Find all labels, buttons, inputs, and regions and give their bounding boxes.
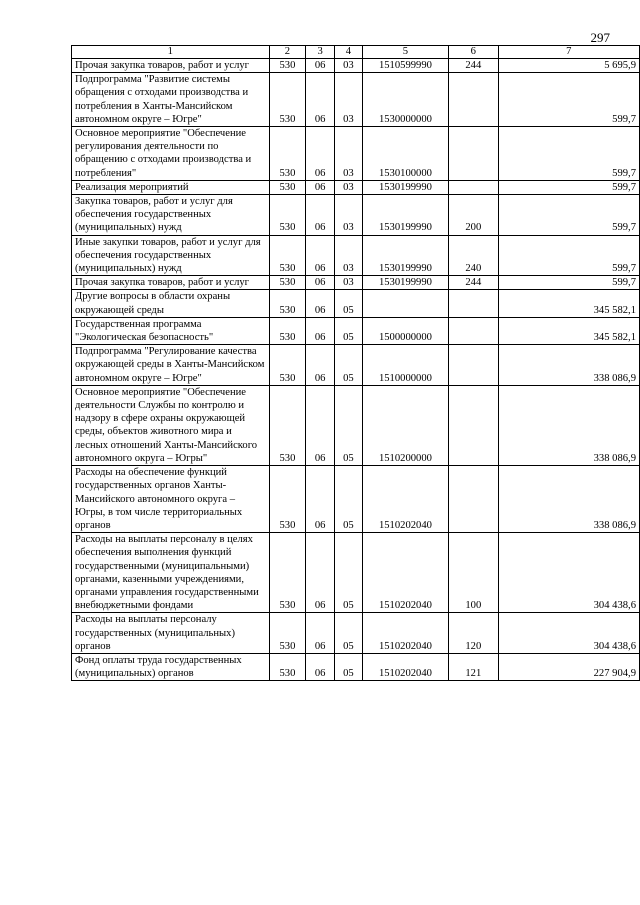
- row-target-code: 1510202040: [362, 533, 448, 613]
- table-row: [72, 73, 640, 127]
- row-name: Расходы на выплаты персоналу в целях обеспечения выполнения функций государственными (муниципальными) органами, казенными учреждениями, органами управления государственными внебюджетными фондами: [72, 533, 270, 613]
- row-admin-code: 530: [269, 127, 306, 181]
- row-type-code: 100: [449, 533, 498, 613]
- table-row: [72, 385, 640, 465]
- row-amount: 599,7: [498, 73, 640, 127]
- row-subsection-code: 05: [335, 466, 363, 533]
- row-section-code: 06: [306, 59, 335, 73]
- row-type-code: [449, 466, 498, 533]
- row-amount: 227 904,9: [498, 653, 640, 680]
- table-row: [72, 290, 640, 317]
- row-amount: 338 086,9: [498, 466, 640, 533]
- row-admin-code: 530: [269, 73, 306, 127]
- row-amount: 338 086,9: [498, 345, 640, 386]
- row-section-code: 06: [306, 235, 335, 276]
- row-target-code: 1530199990: [362, 180, 448, 194]
- row-subsection-code: 05: [335, 345, 363, 386]
- row-type-code: 120: [449, 613, 498, 654]
- row-type-code: 244: [449, 59, 498, 73]
- table-row: [72, 317, 640, 344]
- row-name: Государственная программа "Экологическая безопасность": [72, 317, 270, 344]
- row-admin-code: 530: [269, 290, 306, 317]
- row-amount: 599,7: [498, 276, 640, 290]
- row-subsection-code: 05: [335, 613, 363, 654]
- row-target-code: 1530199990: [362, 235, 448, 276]
- table-row: [72, 235, 640, 276]
- row-name: Расходы на обеспечение функций государственных органов Ханты-Мансийского автономного округа – Югры, в том числе территориальных органов: [72, 466, 270, 533]
- row-section-code: 06: [306, 613, 335, 654]
- page-number: 297: [590, 30, 610, 45]
- row-admin-code: 530: [269, 180, 306, 194]
- row-target-code: 1500000000: [362, 317, 448, 344]
- row-target-code: 1530000000: [362, 73, 448, 127]
- row-name: Подпрограмма "Развитие системы обращения с отходами производства и потребления в Ханты-Мансийском автономном округе – Югре": [72, 73, 270, 127]
- row-name: Основное мероприятие "Обеспечение регулирования деятельности по обращению с отходами производства и потребления": [72, 127, 270, 181]
- row-section-code: 06: [306, 466, 335, 533]
- row-amount: 599,7: [498, 235, 640, 276]
- row-target-code: 1510202040: [362, 653, 448, 680]
- row-name: Основное мероприятие "Обеспечение деятельности Службы по контролю и надзору в сфере охраны окружающей среды, объектов животного мира и лесных отношений Ханты-Мансийского автономного округа – Югры": [72, 385, 270, 465]
- row-section-code: 06: [306, 276, 335, 290]
- row-subsection-code: 05: [335, 317, 363, 344]
- column-header: 4: [335, 46, 363, 59]
- row-target-code: [362, 290, 448, 317]
- row-section-code: 06: [306, 195, 335, 236]
- table-row: [72, 195, 640, 236]
- row-amount: 599,7: [498, 180, 640, 194]
- row-target-code: 1510000000: [362, 345, 448, 386]
- table-row: [72, 613, 640, 654]
- row-subsection-code: 05: [335, 533, 363, 613]
- row-amount: 338 086,9: [498, 385, 640, 465]
- row-amount: 5 695,9: [498, 59, 640, 73]
- row-type-code: 200: [449, 195, 498, 236]
- row-name: Иные закупки товаров, работ и услуг для обеспечения государственных (муниципальных) нужд: [72, 235, 270, 276]
- column-header: 2: [269, 46, 306, 59]
- row-section-code: 06: [306, 345, 335, 386]
- row-type-code: [449, 127, 498, 181]
- row-target-code: 1510200000: [362, 385, 448, 465]
- row-type-code: [449, 290, 498, 317]
- row-name: Фонд оплаты труда государственных (муниципальных) органов: [72, 653, 270, 680]
- row-subsection-code: 03: [335, 73, 363, 127]
- row-admin-code: 530: [269, 345, 306, 386]
- row-name: Другие вопросы в области охраны окружающей среды: [72, 290, 270, 317]
- row-admin-code: 530: [269, 276, 306, 290]
- table-row: [72, 276, 640, 290]
- column-header: 6: [449, 46, 498, 59]
- row-amount: 304 438,6: [498, 533, 640, 613]
- column-header: 7: [498, 46, 640, 59]
- row-admin-code: 530: [269, 466, 306, 533]
- row-section-code: 06: [306, 127, 335, 181]
- row-admin-code: 530: [269, 613, 306, 654]
- row-target-code: 1530100000: [362, 127, 448, 181]
- row-type-code: [449, 317, 498, 344]
- table-row: [72, 345, 640, 386]
- row-amount: 345 582,1: [498, 317, 640, 344]
- row-admin-code: 530: [269, 195, 306, 236]
- row-admin-code: 530: [269, 533, 306, 613]
- table-row: [72, 127, 640, 181]
- row-section-code: 06: [306, 385, 335, 465]
- row-subsection-code: 03: [335, 276, 363, 290]
- row-type-code: 240: [449, 235, 498, 276]
- row-type-code: [449, 345, 498, 386]
- row-section-code: 06: [306, 290, 335, 317]
- row-target-code: 1510202040: [362, 466, 448, 533]
- row-type-code: 244: [449, 276, 498, 290]
- table-row: [72, 59, 640, 73]
- row-subsection-code: 03: [335, 59, 363, 73]
- row-amount: 599,7: [498, 195, 640, 236]
- row-amount: 599,7: [498, 127, 640, 181]
- row-target-code: 1510202040: [362, 613, 448, 654]
- row-admin-code: 530: [269, 59, 306, 73]
- table-row: [72, 653, 640, 680]
- row-admin-code: 530: [269, 235, 306, 276]
- row-type-code: [449, 73, 498, 127]
- column-header: 5: [362, 46, 448, 59]
- column-header-row: [72, 46, 640, 59]
- table-row: [72, 466, 640, 533]
- row-subsection-code: 05: [335, 653, 363, 680]
- row-subsection-code: 03: [335, 180, 363, 194]
- row-section-code: 06: [306, 533, 335, 613]
- budget-table: [71, 45, 640, 681]
- row-subsection-code: 03: [335, 195, 363, 236]
- row-section-code: 06: [306, 653, 335, 680]
- column-header: 3: [306, 46, 335, 59]
- row-target-code: 1530199990: [362, 276, 448, 290]
- row-target-code: 1530199990: [362, 195, 448, 236]
- row-amount: 345 582,1: [498, 290, 640, 317]
- row-type-code: [449, 385, 498, 465]
- row-name: Подпрограмма "Регулирование качества окружающей среды в Ханты-Мансийском автономном округе – Югре": [72, 345, 270, 386]
- row-target-code: 1510599990: [362, 59, 448, 73]
- row-admin-code: 530: [269, 385, 306, 465]
- row-admin-code: 530: [269, 317, 306, 344]
- table-row: [72, 180, 640, 194]
- row-name: Реализация мероприятий: [72, 180, 270, 194]
- row-type-code: [449, 180, 498, 194]
- row-section-code: 06: [306, 317, 335, 344]
- row-name: Прочая закупка товаров, работ и услуг: [72, 276, 270, 290]
- row-name: Прочая закупка товаров, работ и услуг: [72, 59, 270, 73]
- row-section-code: 06: [306, 180, 335, 194]
- row-subsection-code: 05: [335, 290, 363, 317]
- row-section-code: 06: [306, 73, 335, 127]
- row-type-code: 121: [449, 653, 498, 680]
- row-name: Закупка товаров, работ и услуг для обеспечения государственных (муниципальных) нужд: [72, 195, 270, 236]
- row-name: Расходы на выплаты персоналу государственных (муниципальных) органов: [72, 613, 270, 654]
- row-subsection-code: 05: [335, 385, 363, 465]
- table-row: [72, 533, 640, 613]
- row-subsection-code: 03: [335, 235, 363, 276]
- row-admin-code: 530: [269, 653, 306, 680]
- row-amount: 304 438,6: [498, 613, 640, 654]
- row-subsection-code: 03: [335, 127, 363, 181]
- column-header: 1: [72, 46, 270, 59]
